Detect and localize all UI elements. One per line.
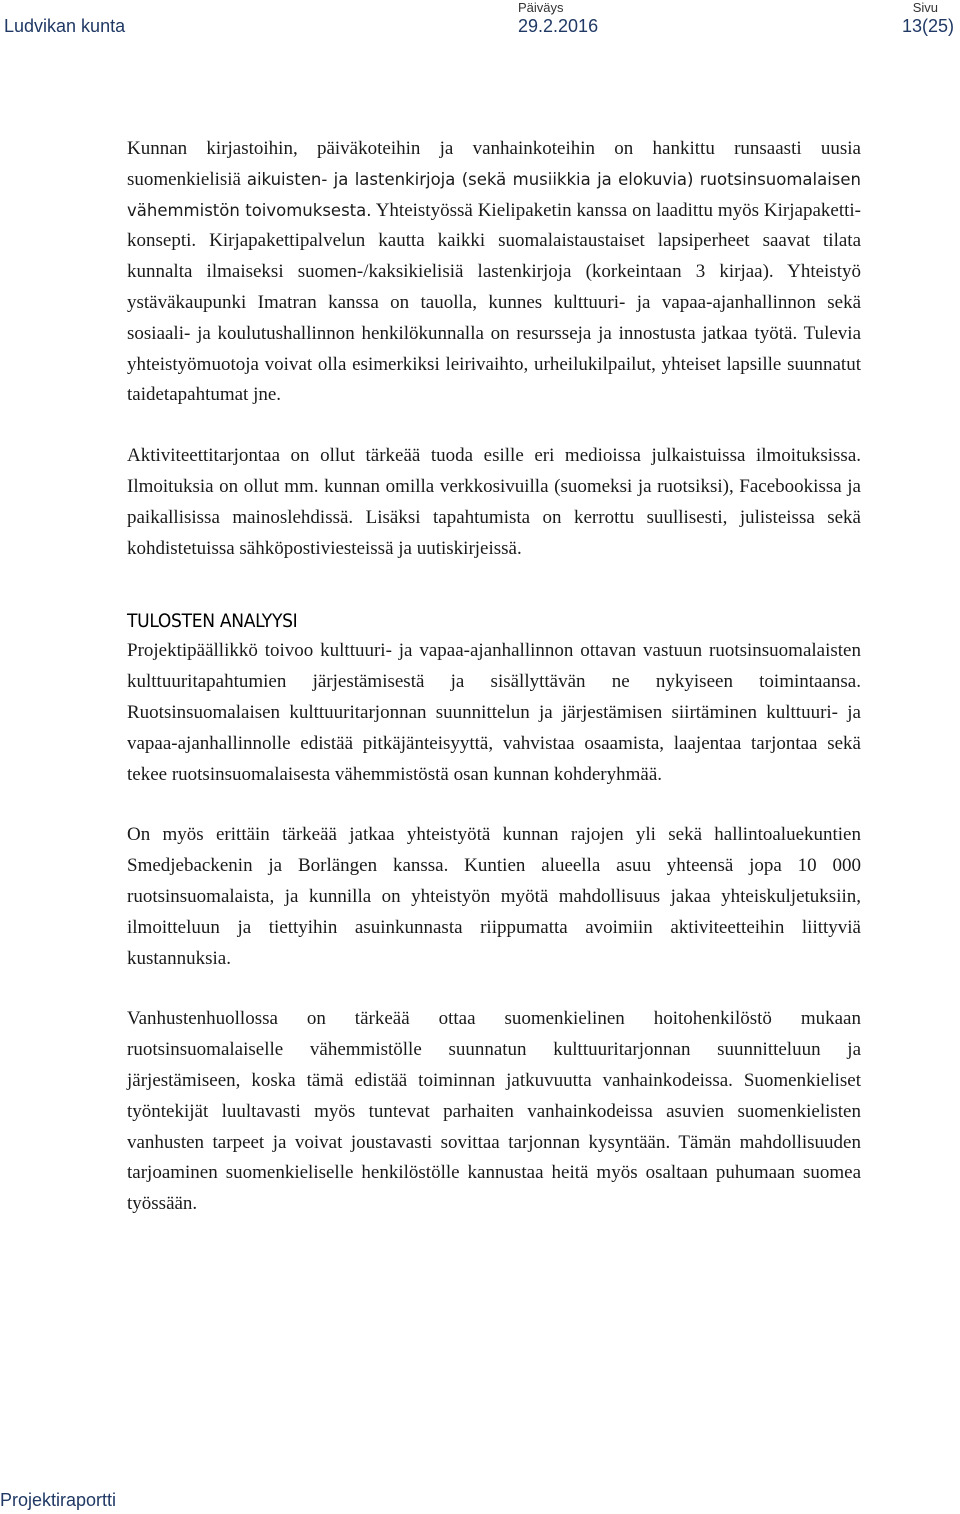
paragraph-elderly-care: Vanhustenhuollossa on tärkeää ottaa suomenkielinen hoitohenkilöstö mukaan ruotsinsuomalaiselle vähemmistölle suunnatun kulttuuritarjonnan suunnitteluun ja järjestämiseen, koska tämä edistää toiminnan jatkuvuutta vanhainkodeissa. Suomenkieliset työntekijät luultavasti myös tuntevat parhaiten vanhainkodeissa asuvien suomenkielisten vanhusten tarpeet ja voivat joustavasti sovittaa tarjonnan kysyntään. Tämän mahdollisuuden tarjoaminen suomenkieliselle henkilöstölle kannustaa heitä myös osaltaan puhumaan suomea työssään. [127,1008,861,1215]
paragraph-text-sans: aikuisten- ja lastenkirjoja (sekä musiikkia ja elokuvia) ruotsinsuomalaisen vähemmistön toivomuksesta. [127,169,862,220]
page-number: 13(25) [901,16,954,36]
paragraph-project-manager: Projektipäällikkö toivoo kulttuuri- ja vapaa-ajanhallinnon ottavan vastuun ruotsinsuomalaisten kulttuuritapahtumien järjestämisestä ja sisällyttävän ne nykyiseen toimintaansa. Ruotsinsuomalaisen kulttuuritarjonnan suunnittelun ja järjestämisen siirtäminen kulttuuri- ja vapaa-ajanhallinnolle edistää pitkäjänteisyyttä, vahvistaa osaamista, laajentaa tarjontaa sekä tekee ruotsinsuomalaisesta vähemmistöstä osan kunnan kohderyhmää. [127,640,861,785]
document-date: 29.2.2016 [518,16,599,36]
page-header [0,0,960,48]
paragraph-cooperation: On myös erittäin tärkeää jatkaa yhteistyötä kunnan rajojen yli sekä hallintoaluekuntien Smedjebackenin ja Borlängen kanssa. Kuntien alueella asuu yhteensä jopa 10 000 ruotsinsuomalaista, ja kunnilla on yhteistyön myötä mahdollisuus jakaa yhteiskuljetuksiin, ilmoitteluun ja tiettyihin asuinkunnasta riippumatta avoimiin aktiviteetteihin liittyviä kustannuksia. [127,824,861,969]
section-heading: TULOSTEN ANALYYSI [127,610,298,633]
paragraph-library-acquisitions [127,134,861,411]
paragraph-advertising: Aktiviteettitarjontaa on ollut tärkeää tuoda esille eri medioissa julkaistuissa ilmoituksissa. Ilmoituksia on ollut mm. kunnan omilla verkkosivuilla (suomeksi ja ruotsiksi), Facebookissa ja paikallisissa mainoslehdissä. Lisäksi tapahtumista on kerrottu suullisesti, julisteissa sekä kohdistetuissa sähköpostiviesteissä ja uutiskirjeissä. [127,445,861,559]
paragraph-text: Kunnan kirjastoihin, päiväkoteihin ja vanhainkoteihin on hankittu runsaasti uusia suomenkielisiä [127,138,861,190]
organization-name: Ludvikan kunta [4,16,126,36]
page-label: Sivu [912,0,938,15]
date-label: Päiväys [518,0,564,15]
document-body [127,134,861,1220]
paragraph-text: Yhteistyössä Kielipaketin kanssa on laadittu myös Kirjapaketti-konsepti. Kirjapakettipalvelun kautta kaikki suomalaistaustaiset lapsiperheet saavat tilata kunnalta ilmaiseksi suomen-/kaksikielisiä lastenkirjoja (korkeintaan 3 kirjaa). Yhteistyö ystäväkaupunki Imatran kanssa on tauolla, kunnes kulttuuri- ja vapaa-ajanhallinnon sekä sosiaali- ja koulutushallinnon henkilökunnalla on resursseja ja innostusta jatkaa työtä. Tulevia yhteistyömuotoja voivat olla esimerkiksi leirivaihto, urheilukilpailut, yhteiset lapsille suunnatut taidetapahtumat jne. [127,199,861,406]
document-type-footer: Projektiraportti [0,1490,117,1510]
